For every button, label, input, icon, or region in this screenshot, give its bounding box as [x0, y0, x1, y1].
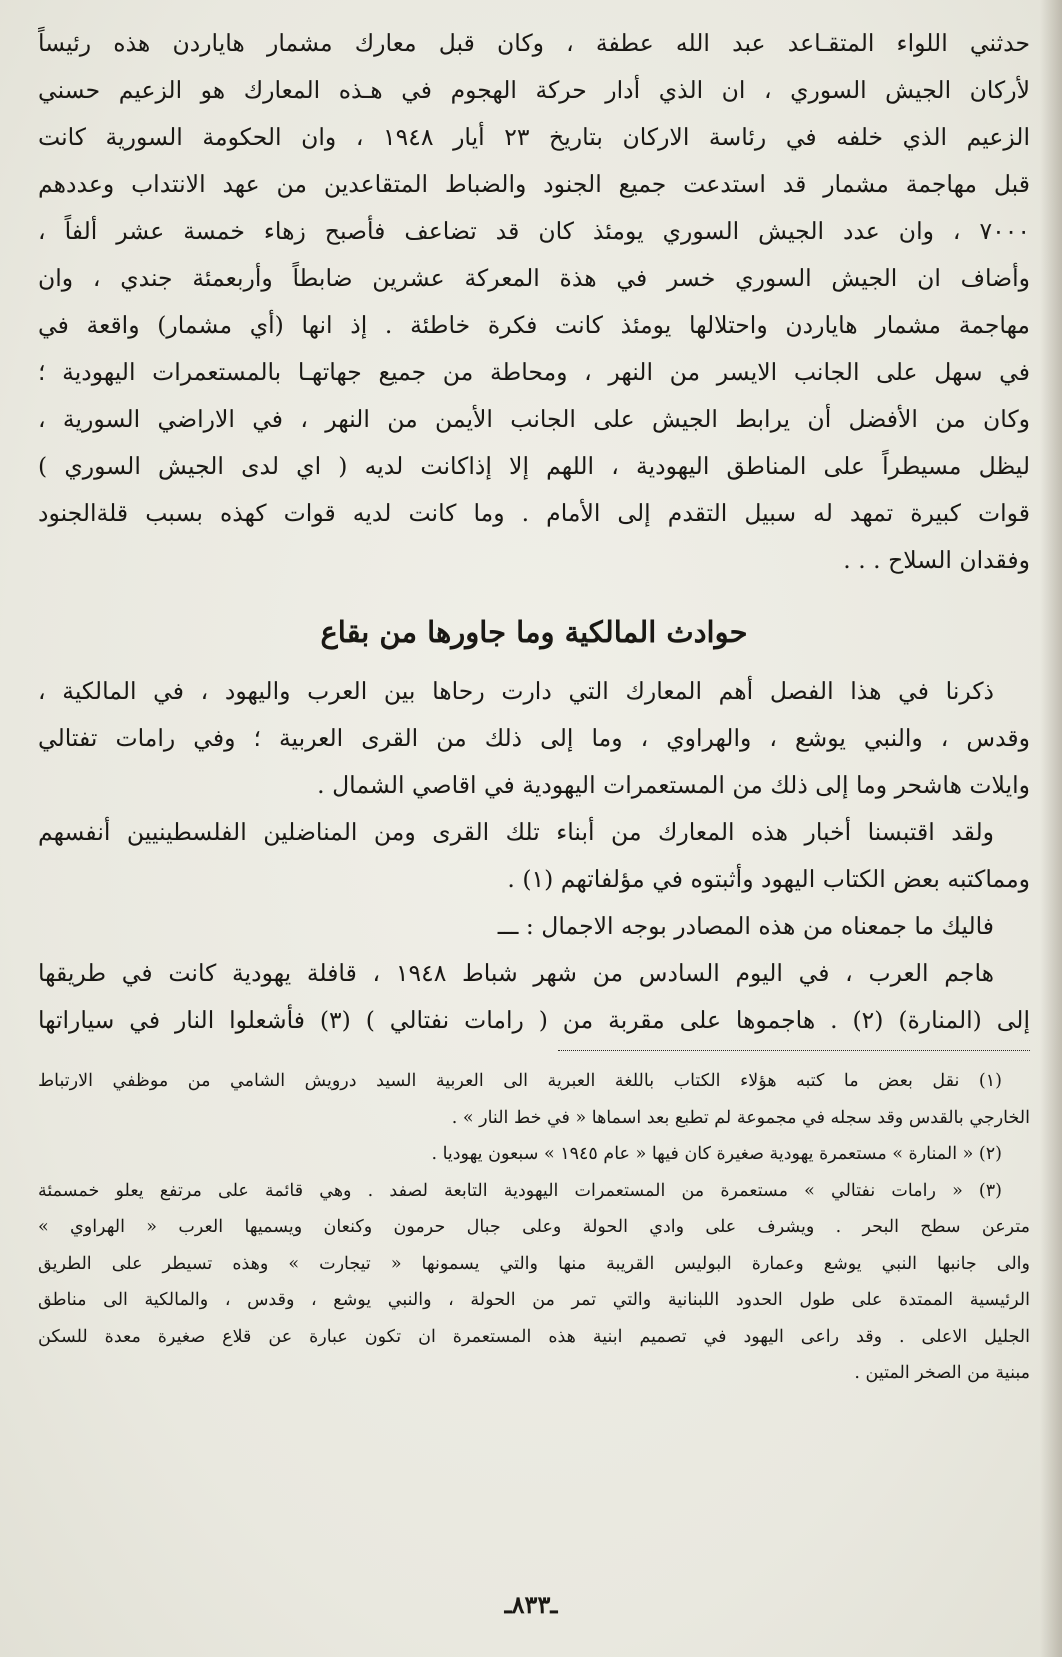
text-line: الزعيم الذي خلفه في رئاسة الاركان بتاريخ ٢٣ أيار ١٩٤٨ ، وان الحكومة السورية كانت: [38, 123, 1030, 151]
footnote-line: مبنية من الصخر المتين .: [854, 1363, 1030, 1383]
footnote-line: والى جانبها النبي يوشع وعمارة البوليس القريبة منها والتي يسمونها « تيجارت » وهذه تسيطر على الطريق: [38, 1253, 1030, 1274]
section-text-block: [38, 668, 1030, 1044]
text-line: ومماكتبه بعض الكتاب اليهود وأثبتوه في مؤلفاتهم (١) .: [507, 865, 1030, 893]
text-line: هاجم العرب ، في اليوم السادس من شهر شباط ١٩٤٨ ، قافلة يهودية كانت في طريقها: [38, 959, 995, 987]
text-line: وكان من الأفضل أن يرابط الجيش على الجانب الأيمن من النهر ، في الاراضي السورية ،: [38, 405, 1030, 433]
text-line: وايلات هاشحر وما إلى ذلك من المستعمرات اليهودية في اقاصي الشمال .: [317, 771, 1030, 799]
page-number: ـ٨٣٣ـ: [504, 1590, 558, 1619]
text-line: وفقدان السلاح . . .: [843, 546, 1030, 574]
footnote-divider: [558, 1050, 1030, 1051]
footnote-line: (١) نقل بعض ما كتبه هؤلاء الكتاب باللغة العبرية الى العربية السيد درويش الشامي من موظفي الارتباط: [38, 1071, 1002, 1091]
text-line: إلى (المنارة) (٢) . هاجموها على مقربة من ( رامات نفتالي ) (٣) فأشعلوا النار في سياراتها: [38, 1006, 1030, 1034]
footnote-line: (٣) « رامات نفتالي » مستعمرة من المستعمرات اليهودية التابعة لصفد . وهي قائمة على مرتفع يعلو خمسمئة: [38, 1180, 1002, 1201]
footnote-line: الخارجي بالقدس وقد سجله في مجموعة لم تطبع بعد اسماها « في خط النار » .: [451, 1107, 1030, 1128]
text-line: مهاجمة مشمار هاياردن واحتلالها يومئذ كانت فكرة خاطئة . إذ انها (أي مشمار) واقعة في: [38, 311, 1030, 339]
spine-shadow: [1040, 0, 1062, 1657]
text-line: في سهل على الجانب الايسر من النهر ، ومحاطة من جميع جهاتهـا بالمستعمرات اليهودية ؛: [38, 358, 1030, 386]
text-line: ٧٠٠٠ ، وان عدد الجيش السوري يومئذ كان قد تضاعف فأصبح زهاء خمسة عشر ألفاً ،: [38, 217, 1030, 245]
text-line: وقدس ، والنبي يوشع ، والهراوي ، وما إلى ذلك من القرى العربية ؛ وفي رامات تفتالي: [38, 724, 1030, 752]
footnote-line: مترعن سطح البحر . ويشرف على وادي الحولة وعلى جبال حرمون وكنعان ويسميها العرب « الهراوي »: [38, 1217, 1030, 1237]
main-text-block: [38, 20, 1030, 584]
footnote-line: الرئيسية الممتدة على طول الحدود اللبنانية والتي تمر من الحولة ، والنبي يوشع ، وقدس ، والمالكية الى مناطق: [38, 1290, 1030, 1310]
text-line: لأركان الجيش السوري ، ان الذي أدار حركة الهجوم في هـذه المعارك هو الزعيم حسني: [38, 76, 1030, 104]
text-line: قوات كبيرة تمهد له سبيل التقدم إلى الأمام . وما كانت لديه قوات كهذه بسبب قلةالجنود: [38, 499, 1030, 527]
footnote-line: الجليل الاعلى . وقد راعى اليهود في تصميم ابنية هذه المستعمرة ان تكون عبارة عن قلاع صغيرة معدة للسكن: [38, 1326, 1030, 1347]
text-line: حدثني اللواء المتقـاعد عبد الله عطفة ، وكان قبل معارك مشمار هاياردن هذه رئيساً: [38, 29, 1030, 57]
text-line: قبل مهاجمة مشمار قد استدعت جميع الجنود والضباط المتقاعدين من عهد الانتداب وعددهم: [38, 170, 1030, 198]
section-heading: حوادث المالكية وما جاورها من بقاع: [320, 615, 748, 649]
text-line: ليظل مسيطراً على المناطق اليهودية ، اللهم إلا إذاكانت لديه ( اي لدى الجيش السوري ): [38, 452, 1030, 480]
footnote-line: (٢) « المنارة » مستعمرة يهودية صغيرة كان فيها « عام ١٩٤٥ » سبعون يهوديا .: [431, 1144, 1002, 1164]
footnotes-block: [38, 1063, 1030, 1392]
text-line: ذكرنا في هذا الفصل أهم المعارك التي دارت رحاها بين العرب واليهود ، في المالكية ،: [38, 677, 994, 705]
text-line: ولقد اقتبسنا أخبار هذه المعارك من أبناء تلك القرى ومن المناضلين الفلسطينيين أنفسهم: [38, 818, 994, 846]
text-line: وأضاف ان الجيش السوري خسر في هذة المعركة عشرين ضابطاً وأربعمئة جندي ، وان: [38, 264, 1030, 292]
text-line: فاليك ما جمعناه من هذه المصادر بوجه الاجمال : ـــ: [497, 912, 994, 940]
